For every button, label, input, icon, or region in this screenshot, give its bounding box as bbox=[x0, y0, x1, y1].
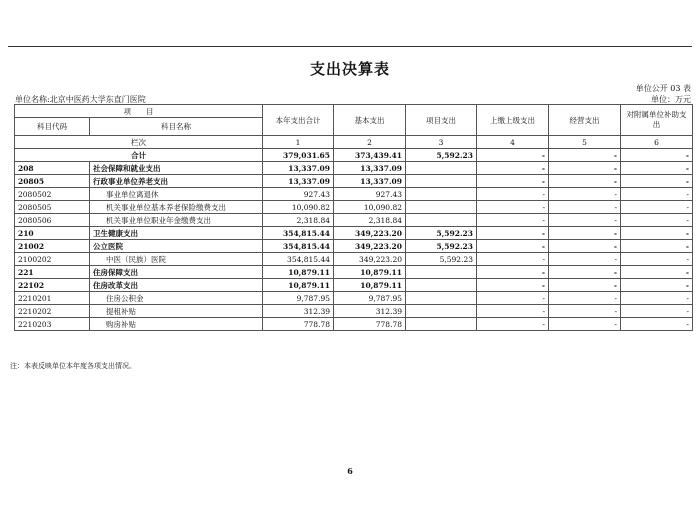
amount-upper: - bbox=[477, 227, 549, 240]
amount-upper: - bbox=[477, 279, 549, 292]
amount-operating: - bbox=[549, 214, 621, 227]
amount-upper: - bbox=[477, 175, 549, 188]
amount-project bbox=[406, 188, 477, 201]
amount-subsidiary: - bbox=[621, 318, 693, 331]
table-row bbox=[15, 279, 693, 292]
amount-operating: - bbox=[549, 227, 621, 240]
table-row bbox=[15, 227, 693, 240]
amount-operating: - bbox=[549, 305, 621, 318]
amount-basic: 13,337.09 bbox=[334, 162, 406, 175]
table-row bbox=[15, 318, 693, 331]
subject-code: 2100202 bbox=[15, 253, 90, 266]
amount-subsidiary: - bbox=[621, 201, 693, 214]
table-row bbox=[15, 162, 693, 175]
amount-project bbox=[406, 292, 477, 305]
column-index-label: 栏次 bbox=[15, 136, 263, 149]
amount-total: 927.43 bbox=[263, 188, 334, 201]
amount-basic: 312.39 bbox=[334, 305, 406, 318]
amount-basic: 349,223.20 bbox=[334, 253, 406, 266]
amount-basic: 778.78 bbox=[334, 318, 406, 331]
amount-basic: 10,879.11 bbox=[334, 279, 406, 292]
amount-total: 13,337.09 bbox=[263, 162, 334, 175]
total-project: 5,592.23 bbox=[406, 149, 477, 162]
amount-basic: 10,090.82 bbox=[334, 201, 406, 214]
header-operating: 经营支出 bbox=[549, 105, 621, 136]
amount-project bbox=[406, 279, 477, 292]
subject-name: 购房补贴 bbox=[90, 318, 263, 331]
column-index: 2 bbox=[334, 136, 406, 149]
top-rule bbox=[8, 46, 692, 47]
amount-operating: - bbox=[549, 175, 621, 188]
amount-subsidiary: - bbox=[621, 188, 693, 201]
subject-code: 2210203 bbox=[15, 318, 90, 331]
unit-name: 单位名称:北京中医药大学东直门医院 bbox=[15, 95, 146, 104]
header-project: 项目支出 bbox=[406, 105, 477, 136]
amount-total: 778.78 bbox=[263, 318, 334, 331]
amount-upper: - bbox=[477, 318, 549, 331]
subject-code: 20805 bbox=[15, 175, 90, 188]
amount-basic: 10,879.11 bbox=[334, 266, 406, 279]
subject-code: 2210201 bbox=[15, 292, 90, 305]
form-number: 单位公开 03 表 bbox=[635, 84, 691, 93]
table-row bbox=[15, 201, 693, 214]
table-row bbox=[15, 266, 693, 279]
column-index: 1 bbox=[263, 136, 334, 149]
amount-upper: - bbox=[477, 305, 549, 318]
subject-code: 22102 bbox=[15, 279, 90, 292]
amount-upper: - bbox=[477, 253, 549, 266]
subject-name: 提租补贴 bbox=[90, 305, 263, 318]
amount-basic: 2,318.84 bbox=[334, 214, 406, 227]
total-amount: 379,031.65 bbox=[263, 149, 334, 162]
amount-basic: 9,787.95 bbox=[334, 292, 406, 305]
amount-project: 5,592.23 bbox=[406, 227, 477, 240]
subject-code: 221 bbox=[15, 266, 90, 279]
subject-name: 机关事业单位基本养老保险缴费支出 bbox=[90, 201, 263, 214]
amount-project bbox=[406, 201, 477, 214]
amount-project bbox=[406, 305, 477, 318]
amount-subsidiary: - bbox=[621, 292, 693, 305]
amount-operating: - bbox=[549, 240, 621, 253]
total-subsidiary: - bbox=[621, 149, 693, 162]
amount-project: 5,592.23 bbox=[406, 240, 477, 253]
subject-name: 卫生健康支出 bbox=[90, 227, 263, 240]
header-item: 项 目 bbox=[15, 105, 263, 118]
total-label: 合计 bbox=[15, 149, 263, 162]
amount-total: 10,879.11 bbox=[263, 266, 334, 279]
amount-total: 13,337.09 bbox=[263, 175, 334, 188]
amount-total: 10,879.11 bbox=[263, 279, 334, 292]
amount-basic: 927.43 bbox=[334, 188, 406, 201]
table-row bbox=[15, 240, 693, 253]
amount-project bbox=[406, 214, 477, 227]
subject-code: 208 bbox=[15, 162, 90, 175]
amount-upper: - bbox=[477, 162, 549, 175]
amount-project bbox=[406, 318, 477, 331]
amount-operating: - bbox=[549, 201, 621, 214]
amount-subsidiary: - bbox=[621, 162, 693, 175]
subject-name: 住房保障支出 bbox=[90, 266, 263, 279]
subject-name: 机关事业单位职业年金缴费支出 bbox=[90, 214, 263, 227]
header-upper: 上缴上级支出 bbox=[477, 105, 549, 136]
table-row bbox=[15, 188, 693, 201]
amount-subsidiary: - bbox=[621, 266, 693, 279]
amount-operating: - bbox=[549, 292, 621, 305]
header-code: 科目代码 bbox=[15, 118, 90, 136]
subject-code: 2210202 bbox=[15, 305, 90, 318]
amount-upper: - bbox=[477, 266, 549, 279]
amount-project: 5,592.23 bbox=[406, 253, 477, 266]
total-operating: - bbox=[549, 149, 621, 162]
amount-project bbox=[406, 175, 477, 188]
table-note: 注：本表反映单位本年度各项支出情况。 bbox=[10, 362, 136, 370]
amount-subsidiary: - bbox=[621, 253, 693, 266]
total-row bbox=[15, 149, 693, 162]
amount-operating: - bbox=[549, 266, 621, 279]
table-row bbox=[15, 292, 693, 305]
amount-upper: - bbox=[477, 188, 549, 201]
column-index: 5 bbox=[549, 136, 621, 149]
expenditure-table bbox=[14, 104, 693, 331]
subject-code: 21002 bbox=[15, 240, 90, 253]
amount-total: 9,787.95 bbox=[263, 292, 334, 305]
amount-operating: - bbox=[549, 188, 621, 201]
subject-name: 行政事业单位养老支出 bbox=[90, 175, 263, 188]
amount-total: 354,815.44 bbox=[263, 240, 334, 253]
column-index: 4 bbox=[477, 136, 549, 149]
subject-code: 2080505 bbox=[15, 201, 90, 214]
subject-name: 住房公积金 bbox=[90, 292, 263, 305]
amount-subsidiary: - bbox=[621, 279, 693, 292]
total-basic: 373,439.41 bbox=[334, 149, 406, 162]
amount-subsidiary: - bbox=[621, 175, 693, 188]
subject-code: 2080502 bbox=[15, 188, 90, 201]
subject-name: 公立医院 bbox=[90, 240, 263, 253]
header-name: 科目名称 bbox=[90, 118, 263, 136]
amount-operating: - bbox=[549, 279, 621, 292]
page-title: 支出决算表 bbox=[309, 60, 390, 78]
amount-total: 354,815.44 bbox=[263, 253, 334, 266]
amount-upper: - bbox=[477, 201, 549, 214]
amount-upper: - bbox=[477, 240, 549, 253]
amount-total: 354,815.44 bbox=[263, 227, 334, 240]
table-row bbox=[15, 305, 693, 318]
amount-basic: 13,337.09 bbox=[334, 175, 406, 188]
subject-name: 社会保障和就业支出 bbox=[90, 162, 263, 175]
amount-basic: 349,223.20 bbox=[334, 227, 406, 240]
amount-subsidiary: - bbox=[621, 305, 693, 318]
subject-name: 中医（民族）医院 bbox=[90, 253, 263, 266]
amount-upper: - bbox=[477, 292, 549, 305]
amount-operating: - bbox=[549, 162, 621, 175]
currency-unit: 单位：万元 bbox=[651, 95, 691, 104]
amount-operating: - bbox=[549, 318, 621, 331]
amount-subsidiary: - bbox=[621, 240, 693, 253]
page-number: 6 bbox=[347, 466, 353, 476]
amount-subsidiary: - bbox=[621, 227, 693, 240]
amount-total: 2,318.84 bbox=[263, 214, 334, 227]
subject-code: 210 bbox=[15, 227, 90, 240]
subject-code: 2080506 bbox=[15, 214, 90, 227]
column-index: 3 bbox=[406, 136, 477, 149]
amount-total: 312.39 bbox=[263, 305, 334, 318]
amount-operating: - bbox=[549, 253, 621, 266]
amount-basic: 349,223.20 bbox=[334, 240, 406, 253]
total-upper: - bbox=[477, 149, 549, 162]
table-row bbox=[15, 175, 693, 188]
table-row bbox=[15, 253, 693, 266]
header-basic: 基本支出 bbox=[334, 105, 406, 136]
amount-upper: - bbox=[477, 214, 549, 227]
header-total: 本年支出合计 bbox=[263, 105, 334, 136]
amount-subsidiary: - bbox=[621, 214, 693, 227]
amount-project bbox=[406, 162, 477, 175]
subject-name: 事业单位离退休 bbox=[90, 188, 263, 201]
subject-name: 住房改革支出 bbox=[90, 279, 263, 292]
header-subsidiary: 对附属单位补助支出 bbox=[621, 105, 693, 136]
amount-total: 10,090.82 bbox=[263, 201, 334, 214]
table-row bbox=[15, 214, 693, 227]
amount-project bbox=[406, 266, 477, 279]
column-index: 6 bbox=[621, 136, 693, 149]
